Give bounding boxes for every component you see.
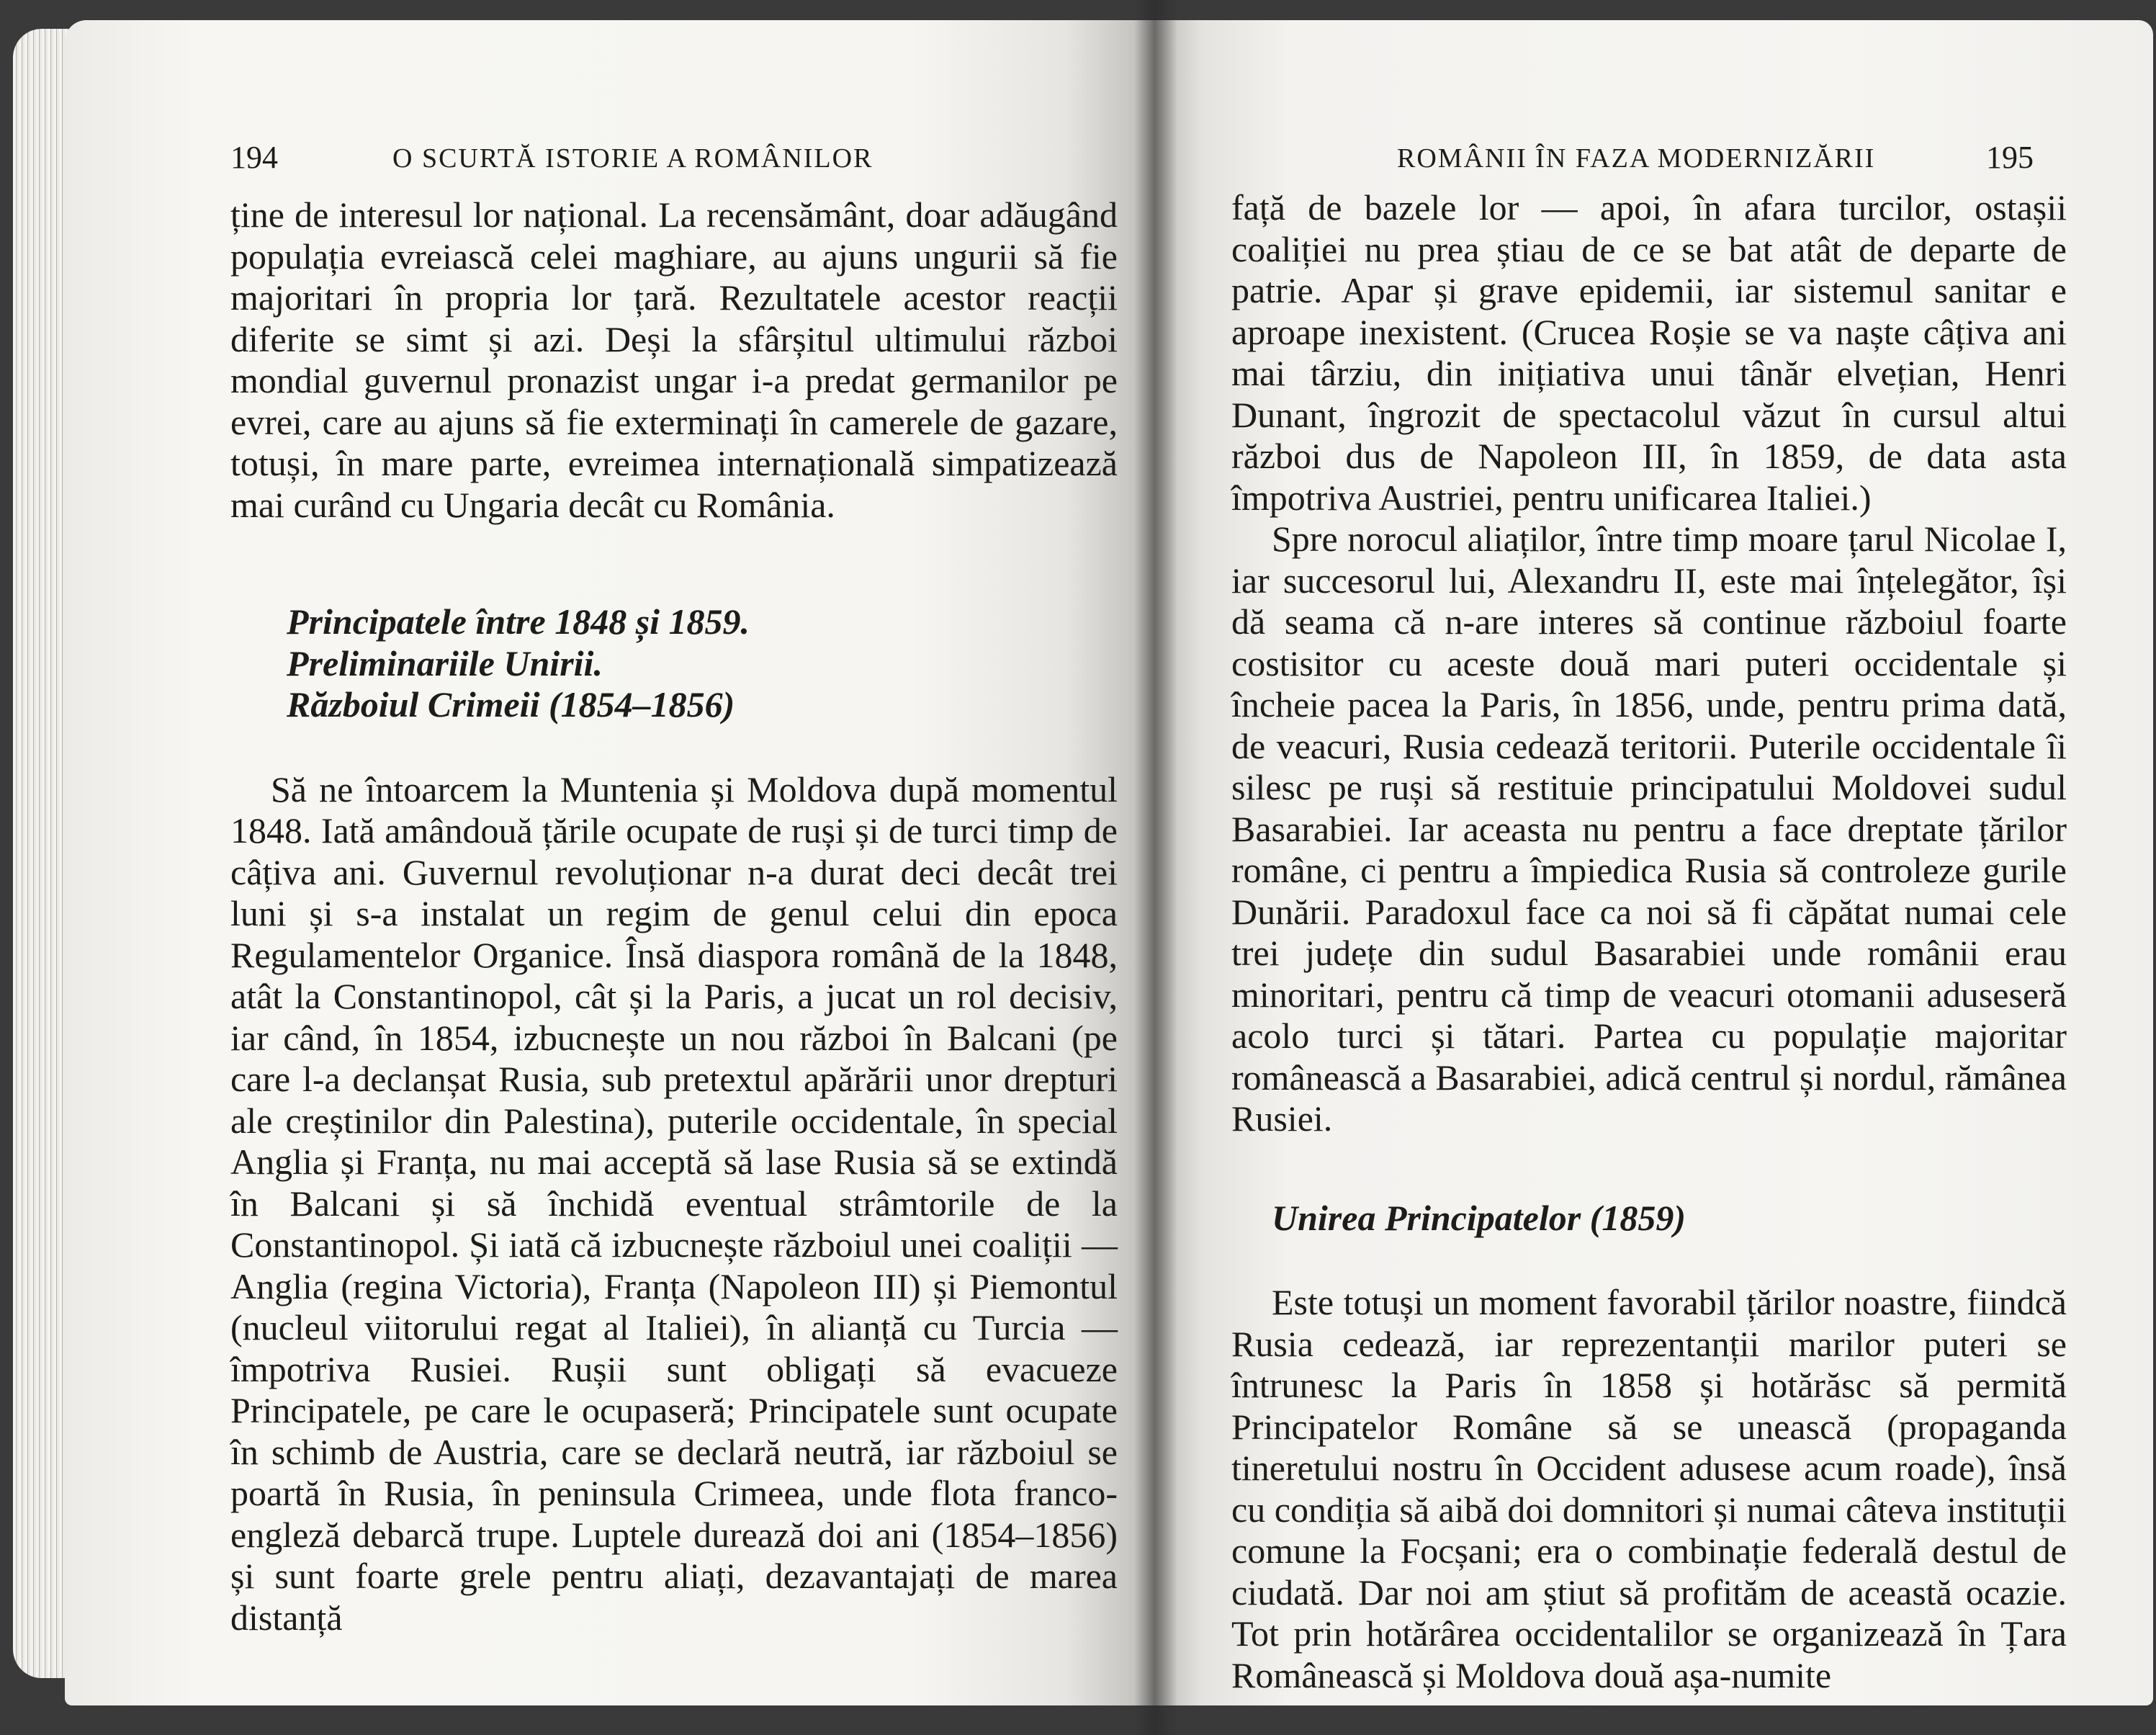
right-page-number: 195 (1986, 140, 2034, 175)
left-body (230, 194, 1118, 1638)
heading-line-2: Preliminariile Unirii. (287, 642, 603, 683)
left-page-number: 194 (230, 140, 278, 175)
book-gutter (1134, 0, 1177, 1735)
right-running-head: ROMÂNII ÎN FAZA MODERNIZĂRII (1397, 143, 1876, 174)
right-paragraph-1: față de bazele lor — apoi, în afara turcilor, ostașii coaliției nu prea știau de ce se bat atât de departe de patrie. Apar și grave epidemii, iar sistemul sanitar e aproape inexistent. (Crucea Roșie se va naște câțiva ani mai târziu, din inițiativa unui tânăr elvețian, Henri Dunant, îngrozit de spectacolul văzut în cursul altui război dus de Napoleon III, în 1859, de data asta împotriva Austriei, pentru unificarea Italiei.) (1231, 187, 2067, 518)
heading-line-3: Războiul Crimeii (1854–1856) (287, 684, 735, 725)
right-paragraph-2: Spre norocul aliaților, între timp moare țarul Nicolae I, iar succesorul lui, Alexandru II, este mai înțelegător, își dă seama că n-are interes să continue războiul foarte costisitor cu aceste două mari puteri occidentale și încheie pacea la Paris, în 1856, unde, pentru prima dată, de veacuri, Rusia cedează teritorii. Puterile occidentale îi silesc pe ruși să restituie principatului Moldovei sudul Basarabiei. Iar aceasta nu pentru a face dreptate țărilor române, ci pentru a împiedica Rusia să controleze gurile Dunării. Paradoxul face ca noi să fi căpătat numai cele trei județe din sudul Basarabiei unde românii erau minoritari, pentru că timp de veacuri otomanii aduseseră acolo turci și tătari. Partea cu populație majoritar românească a Basarabiei, adică centrul și nordul, rămânea Rusiei. (1231, 519, 2067, 1139)
left-paragraph-2: Să ne întoarcem la Muntenia și Moldova după momentul 1848. Iată amândouă țările ocupate de ruși și de turci timp de câțiva ani. Guvernul revoluționar n-a durat deci decât trei luni și s-a instalat un regim de genul celui din epoca Regulamentelor Organice. Însă diaspora română de la 1848, atât la Constantinopol, cât și la Paris, a jucat un rol decisiv, iar când, în 1854, izbucnește un nou război în Balcani (pe care l-a declanșat Rusia, sub pretextul apărării unor drepturi ale creștinilor din Palestina), puterile occidentale, în special Anglia și Franța, nu mai acceptă să lase Rusia să se extindă în Balcani și să închidă eventual strâmtorile de la Constantinopol. Și iată că izbucnește războiul unei coaliții — Anglia (regina Victoria), Franța (Napoleon III) și Piemontul (nucleul viitorului regat al Italiei), în alianță cu Turcia — împotriva Rusiei. Rușii sunt obligați să evacueze Principatele, pe care le ocupaseră; Principatele sunt ocupate în schimb de Austria, care se declară neutră, iar războiul se poartă în Rusia, în peninsula Crimeea, unde flota franco-engleză debarcă trupe. Luptele durează doi ani (1854–1856) și sunt foarte grele pentru aliați, dezavantajați de marea distanță (230, 768, 1118, 1638)
right-body (1231, 187, 2067, 1696)
left-paragraph-1: ține de interesul lor național. La recensământ, doar adăugând populația evreiască celei maghiare, au ajuns ungurii să fie majoritari în propria lor țară. Rezultatele acestor reacții diferite se simt și azi. Deși la sfârșitul ultimului război mondial guvernul pronazist ungar i-a predat germanilor pe evrei, care au ajuns să fie exterminați în camerele de gazare, totuși, în mare parte, evreimea internațională simpatizează mai curând cu Ungaria decât cu România. (230, 194, 1118, 525)
right-paragraph-3: Este totuși un moment favorabil țărilor noastre, fiindcă Rusia cedează, iar reprezentanții marilor puteri se întrunesc la Paris în 1858 și hotărăsc să permită Principatelor Române să se unească (propaganda tineretului nostru în Occident adusese acum roade), însă cu condiția să aibă doi domnitori și numai câteva instituții comune la Focșani; era o combinație federală destul de ciudată. Dar noi am știut să profităm de această ocazie. Tot prin hotărârea occidentalilor se organizează în Țara Românească și Moldova două așa-numite (1231, 1282, 2067, 1695)
right-heading-text: Unirea Principatelor (1859) (1272, 1197, 1686, 1238)
right-section-heading (1272, 1198, 2067, 1239)
right-page (1152, 20, 2153, 1705)
left-section-heading (287, 601, 1118, 726)
left-running-head: O SCURTĂ ISTORIE A ROMÂNILOR (392, 143, 873, 174)
heading-line-1: Principatele între 1848 și 1859. (287, 601, 750, 642)
left-page (65, 20, 1152, 1705)
